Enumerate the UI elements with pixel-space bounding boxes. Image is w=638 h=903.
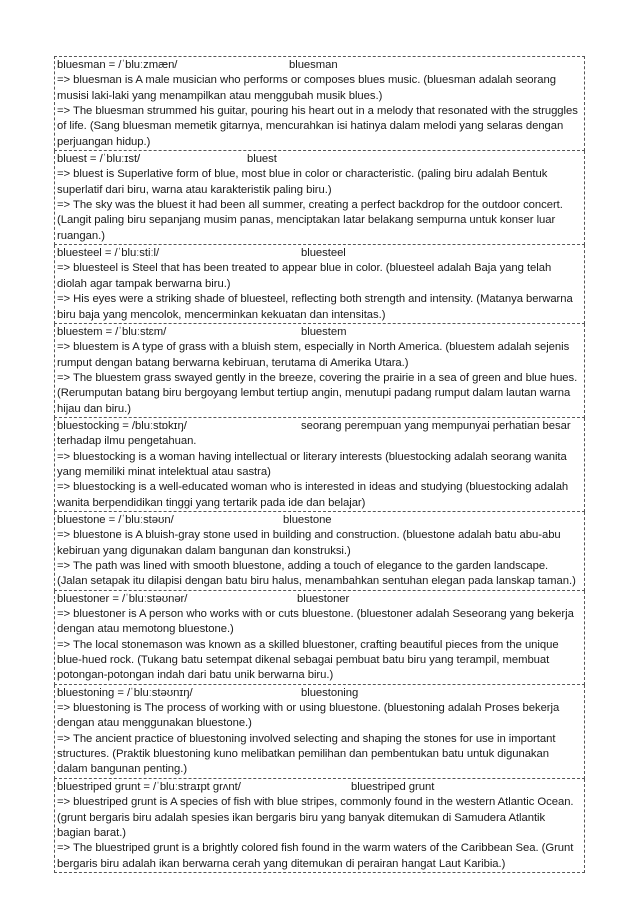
entry-bluest xyxy=(54,151,585,245)
headword-pronunciation: bluestem = /ˈbluːstɛm/ xyxy=(57,325,167,338)
headword-pronunciation: bluesteel = /ˈbluːstiːl/ xyxy=(57,247,160,260)
translation-continued: terhadap ilmu pengetahuan. xyxy=(57,435,197,448)
example-line: => His eyes were a striking shade of bluesteel, reflecting both strength and intensity. (Matanya berwarna biru baja yang mencolok, mencerminkan kekuatan dan intensitas.) xyxy=(57,293,573,321)
translation: bluestone xyxy=(283,513,332,526)
entry-header xyxy=(57,325,581,340)
entry-header xyxy=(57,780,581,795)
headword-pronunciation: bluestoning = /ˈbluːstəʊnɪŋ/ xyxy=(57,686,193,699)
definition-line: => bluestocking is a woman having intellectual or literary interests (bluestocking adalah seorang wanita yang memiliki minat intelektual atau sastra) xyxy=(57,450,567,478)
entry-bluestoner xyxy=(54,591,585,685)
entry-header xyxy=(57,246,581,261)
headword-pronunciation: bluesman = /ˈbluːzmæn/ xyxy=(57,59,178,71)
definition-line: => bluestriped grunt is A species of fish with blue stripes, commonly found in the western Atlantic Ocean. (grunt bergaris biru adalah spesies ikan bergaris biru yang banyak ditemukan di Samudera Atlantik bagian barat.) xyxy=(57,796,574,839)
entry-header xyxy=(57,58,581,73)
headword-pronunciation: bluestoner = /ˈbluːstəʊnər/ xyxy=(57,592,188,605)
entry-bluesteel xyxy=(54,245,585,324)
definition-line: => bluestoning is The process of working with or using bluestone. (bluestoning adalah Proses bekerja dengan atau menggunakan bluestone.) xyxy=(57,702,560,730)
translation: bluestoner xyxy=(297,592,350,605)
entry-bluestriped-grunt xyxy=(54,779,585,873)
entry-header xyxy=(57,152,581,167)
definition-line: => bluestocking is a well-educated woman who is interested in ideas and studying (bluestocking adalah wanita berpendidikan tinggi yang tertarik pada ide dan belajar) xyxy=(57,481,569,509)
example-line: => The bluestriped grunt is a brightly colored fish found in the warm waters of the Caribbean Sea. (Grunt bergaris biru adalah ikan berwarna cerah yang ditemukan di perairan hangat Laut Karibia.) xyxy=(57,842,574,870)
example-line: => The bluesman strummed his guitar, pouring his heart out in a melody that resonated with the struggles of life. (Sang bluesman memetik gitarnya, mencurahkan isi hatinya dalam melodi yang selaras dengan perjuangan hidup.) xyxy=(57,105,578,148)
definition-line: => bluesteel is Steel that has been treated to appear blue in color. (bluesteel adalah Baja yang telah diolah agar tampak berwarna biru.) xyxy=(57,262,552,290)
glossary-page xyxy=(54,56,585,873)
example-line: => The path was lined with smooth bluestone, adding a touch of elegance to the garden landscape. (Jalan setapak itu dilapisi dengan batu biru halus, menambahkan sentuhan elegan pada lanskap taman.) xyxy=(57,560,576,588)
entry-bluestone xyxy=(54,512,585,591)
definition-line: => bluestoner is A person who works with or cuts bluestone. (bluestoner adalah Seseorang yang bekerja dengan atau memotong bluestone.) xyxy=(57,608,574,636)
entry-header xyxy=(57,686,581,701)
headword-pronunciation: bluest = /ˈbluːɪst/ xyxy=(57,153,141,166)
example-line: => The local stonemason was known as a skilled bluestoner, crafting beautiful pieces from the unique blue-hued rock. (Tukang batu setempat dikenal sebagai pembuat batu biru yang terampil, membuat potongan-potongan indah dari batu unik berwarna biru.) xyxy=(57,638,559,682)
definition-line: => bluest is Superlative form of blue, most blue in color or characteristic. (paling biru adalah Bentuk superlatif dari biru, warna atau karakteristik paling biru.) xyxy=(57,168,548,196)
example-line: => The sky was the bluest it had been all summer, creating a perfect backdrop for the outdoor concert. (Langit paling biru sepanjang musim panas, menciptakan latar belakang sempurna untuk konser luar ruangan.) xyxy=(57,199,563,242)
definition-line: => bluestone is A bluish-gray stone used in building and construction. (bluestone adalah batu abu-abu kebiruan yang digunakan dalam bangunan dan konstruksi.) xyxy=(57,529,561,557)
entry-header xyxy=(57,513,581,528)
translation: bluestoning xyxy=(301,686,359,699)
definition-line: => bluesman is A male musician who performs or composes blues music. (bluesman adalah seorang musisi laki-laki yang menampilkan atau menggubah musik blues.) xyxy=(57,74,556,102)
headword-pronunciation: bluestocking = /bluːstɒkɪŋ/ xyxy=(57,419,187,432)
entry-bluesman xyxy=(54,56,585,151)
headword-pronunciation: bluestriped grunt = /ˈbluːstraɪpt ɡrʌnt/ xyxy=(57,780,241,793)
translation: bluestem xyxy=(301,325,347,338)
translation: bluest xyxy=(247,153,277,166)
translation: bluesteel xyxy=(301,247,346,260)
translation: seorang perempuan yang mempunyai perhatian besar xyxy=(301,419,571,432)
headword-pronunciation: bluestone = /ˈbluːstəʊn/ xyxy=(57,513,174,526)
entry-bluestem xyxy=(54,324,585,418)
example-line: => The bluestem grass swayed gently in the breeze, covering the prairie in a sea of green and blue hues. (Rerumputan batang biru bergoyang lembut tertiup angin, menutupi padang rumput dalam lautan warna hijau dan biru.) xyxy=(57,371,578,415)
translation: bluesman xyxy=(289,59,338,71)
example-line: => The ancient practice of bluestoning involved selecting and shaping the stones for use in important structures. (Praktik bluestoning kuno melibatkan pemilihan dan pembentukan batu untuk digunakan dalam bangunan penting.) xyxy=(57,732,556,776)
entry-header xyxy=(57,419,581,434)
entry-bluestocking xyxy=(54,418,585,512)
translation: bluestriped grunt xyxy=(351,780,435,793)
definition-line: => bluestem is A type of grass with a bluish stem, especially in North America. (bluestem adalah sejenis rumput dengan batang berwarna kebiruan, terutama di Amerika Utara.) xyxy=(57,341,570,369)
entry-header xyxy=(57,592,581,607)
entry-bluestoning xyxy=(54,685,585,779)
